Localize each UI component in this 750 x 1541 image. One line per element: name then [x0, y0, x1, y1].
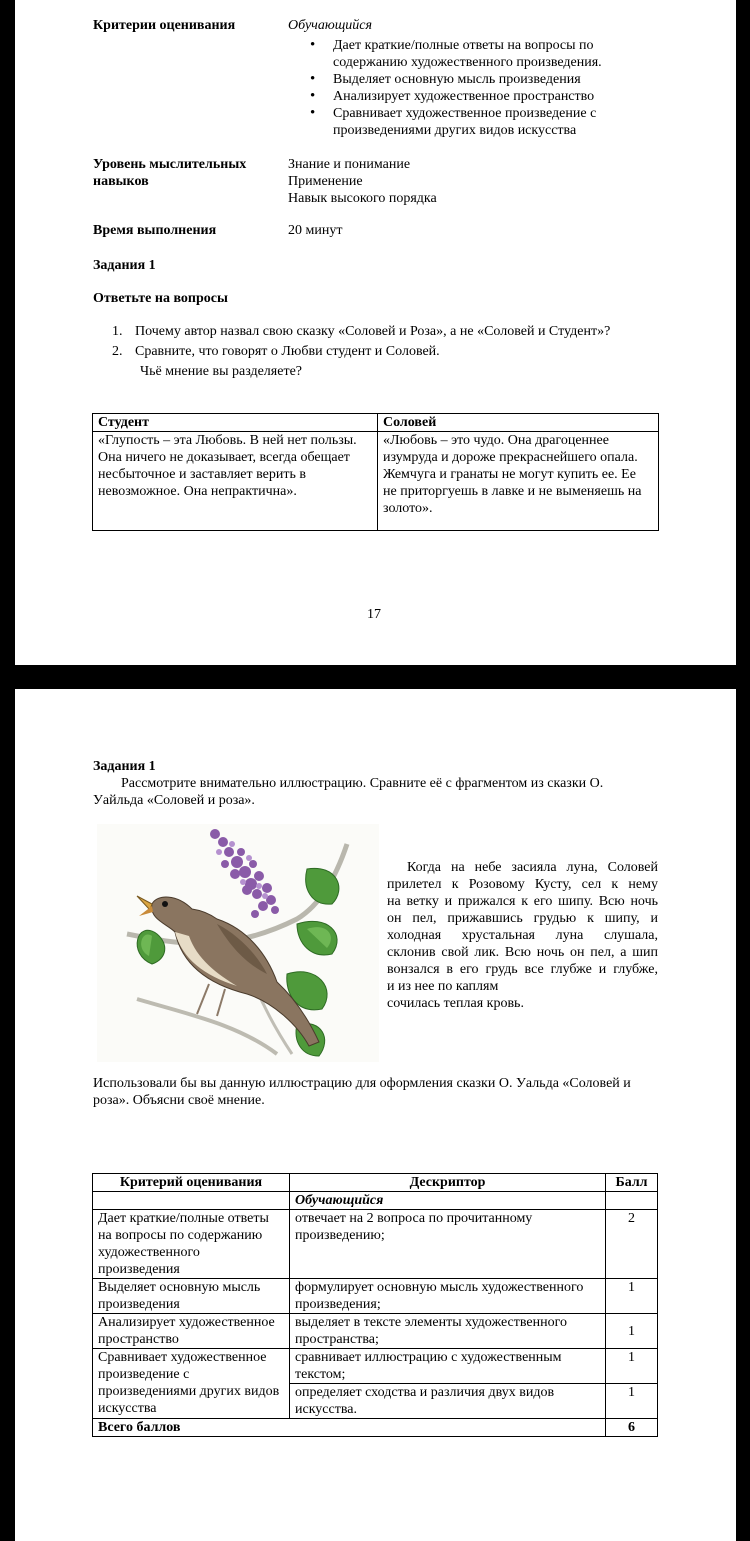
quote-line: «Любовь – это чудо. Она драгоценнее	[383, 433, 609, 448]
skill-item: Знание и понимание	[288, 157, 411, 172]
rubric-descriptor: определяет сходства и различия двух видов искусства.	[290, 1384, 606, 1419]
instruction-line: Уайльда «Соловей и роза».	[93, 793, 255, 808]
rubric-header-score: Балл	[606, 1174, 658, 1192]
rubric-table	[92, 1173, 658, 1437]
table-row	[93, 1314, 658, 1349]
question-number: 1.	[112, 324, 123, 339]
excerpt-line: сочилась теплая кровь.	[387, 996, 524, 1011]
quote-line: невозможное. Она непрактична».	[98, 484, 297, 499]
quote-line: Она ничего не доказывает, всегда обещает	[98, 450, 350, 465]
question-followup: Чьё мнение вы разделяете?	[140, 364, 302, 379]
question-line: Использовали бы вы данную иллюстрацию для оформления сказки О. Уальда «Соловей и	[93, 1076, 631, 1091]
rubric-score: 1	[606, 1314, 658, 1349]
time-value: 20 минут	[288, 223, 343, 238]
criteria-item: • Анализирует художественное пространство	[288, 88, 648, 105]
learner-label: Обучающийся	[288, 18, 373, 33]
rubric-criterion: Выделяет основную мысль произведения	[93, 1279, 290, 1314]
table-row-total	[93, 1419, 658, 1437]
rubric-criterion: Дает краткие/полные ответы на вопросы по содержанию художественного произведения	[93, 1210, 290, 1279]
excerpt-line: холодная хрустальная луна слушала,	[387, 928, 658, 943]
quote-header-nightingale: Соловей	[378, 414, 659, 432]
student-quote	[93, 432, 378, 531]
document-page-18	[15, 689, 736, 1541]
skills-label-line: Уровень мыслительных	[93, 157, 247, 172]
rubric-descriptor: формулирует основную мысль художественного произведения;	[290, 1279, 606, 1314]
excerpt-line: склонив свой лик. Всю ночь он пел, а шип	[387, 945, 658, 960]
answer-heading: Ответьте на вопросы	[93, 291, 228, 306]
rubric-descriptor: сравнивает иллюстрацию с художественным текстом;	[290, 1349, 606, 1384]
question-item	[112, 343, 672, 360]
table-row	[93, 1279, 658, 1314]
excerpt-line: и из нее по каплям	[387, 979, 499, 994]
criteria-item: • Дает краткие/полные ответы на вопросы по содержанию художественного произведения.	[288, 37, 648, 71]
nightingale-quote	[378, 432, 659, 531]
rubric-score: 1	[606, 1279, 658, 1314]
quote-table	[92, 413, 659, 531]
rubric-score: 1	[606, 1384, 658, 1419]
table-row	[93, 1349, 658, 1384]
rubric-descriptor: выделяет в тексте элементы художественного пространства;	[290, 1314, 606, 1349]
nightingale-illustration	[97, 824, 379, 1062]
instruction-line: Рассмотрите внимательно иллюстрацию. Сравните её с фрагментом из сказки О.	[121, 776, 604, 791]
excerpt-line: на ветку и прижался к его шипу. Всю ночь	[387, 894, 658, 909]
excerpt-line: Когда на небе засияла луна, Соловей	[407, 860, 658, 875]
rubric-empty-cell	[606, 1192, 658, 1210]
excerpt-line: вонзался в его грудь все глубже и глубже,	[387, 962, 658, 977]
rubric-criterion: Сравнивает художественное произведение с произведениями других видов искусства	[93, 1349, 290, 1419]
quote-line: несбыточное и заставляет верить в	[98, 467, 306, 482]
rubric-total-label: Всего баллов	[93, 1419, 606, 1437]
question-line: роза». Объясни своё мнение.	[93, 1093, 265, 1108]
rubric-score: 2	[606, 1210, 658, 1279]
skills-label-line: навыков	[93, 174, 149, 189]
rubric-learner-label: Обучающийся	[290, 1192, 606, 1210]
quote-line: Жемчуга и гранаты не могут купить ее. Ее	[383, 467, 636, 482]
skill-item: Применение	[288, 174, 363, 189]
criteria-item: • Сравнивает художественное произведение с произведениями других видов искусства	[288, 105, 648, 139]
rubric-empty-cell	[93, 1192, 290, 1210]
task-heading: Задания 1	[93, 258, 156, 273]
quote-line: золото».	[383, 501, 433, 516]
page-number: 17	[367, 607, 381, 622]
time-label: Время выполнения	[93, 223, 217, 238]
quote-line: изумруда и дороже прекраснейшего опала.	[383, 450, 638, 465]
quote-line: не приторгуешь в лавке и не выменяешь на	[383, 484, 642, 499]
rubric-score: 1	[606, 1349, 658, 1384]
criteria-item: • Выделяет основную мысль произведения	[288, 71, 648, 88]
nightingale-illustration-icon	[97, 824, 379, 1062]
question-text: Сравните, что говорят о Любви студент и Соловей.	[135, 344, 440, 359]
skills-list	[288, 156, 437, 207]
criteria-label: Критерии оценивания	[93, 18, 236, 33]
quote-header-student: Студент	[93, 414, 378, 432]
illustration-question	[93, 1075, 673, 1109]
story-excerpt	[387, 859, 658, 1012]
question-list	[112, 323, 672, 380]
excerpt-line: прилетел к Розовому Кусту, сел к нему	[387, 877, 658, 892]
rubric-total-value: 6	[606, 1419, 658, 1437]
rubric-criterion: Анализирует художественное пространство	[93, 1314, 290, 1349]
rubric-descriptor: отвечает на 2 вопроса по прочитанному произведению;	[290, 1210, 606, 1279]
question-text: Почему автор назвал свою сказку «Соловей и Роза», а не «Соловей и Студент»?	[135, 324, 611, 339]
criteria-list	[288, 37, 648, 139]
skill-item: Навык высокого порядка	[288, 191, 437, 206]
rubric-header-descriptor: Дескриптор	[290, 1174, 606, 1192]
table-row	[93, 1210, 658, 1279]
task-heading: Задания 1	[93, 759, 156, 774]
quote-line: «Глупость – эта Любовь. В ней нет пользы.	[98, 433, 357, 448]
rubric-header-criterion: Критерий оценивания	[93, 1174, 290, 1192]
skills-label	[93, 156, 246, 190]
question-item	[112, 323, 672, 340]
instruction	[93, 775, 663, 809]
excerpt-line: он пел, прижавшись грудью к шипу, и	[387, 911, 658, 926]
question-number: 2.	[112, 344, 123, 359]
document-page-17	[15, 0, 736, 665]
